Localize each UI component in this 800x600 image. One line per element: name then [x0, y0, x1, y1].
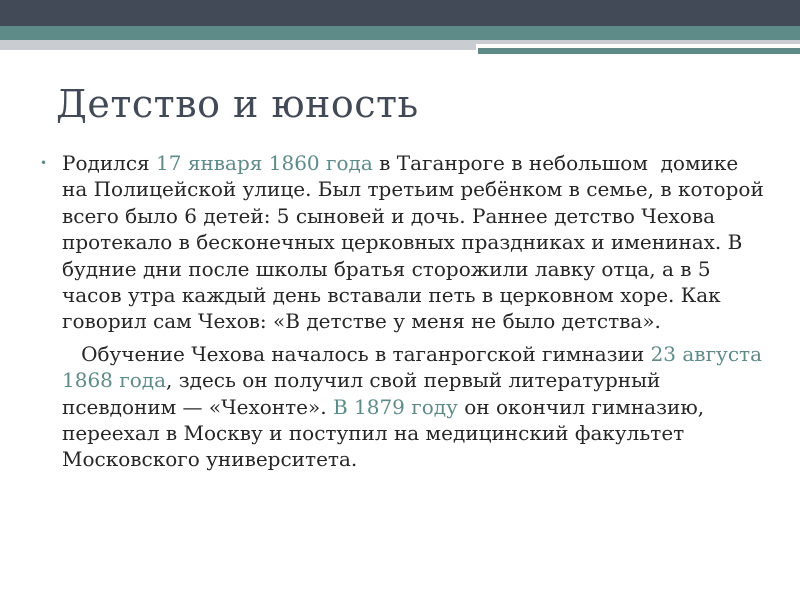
bullet-icon: • [40, 156, 48, 170]
paragraph-childhood [40, 150, 768, 335]
slide-title: Детство и юность [56, 82, 419, 126]
highlight-date-graduation: В 1879 году [332, 394, 458, 419]
paragraph-education [62, 341, 768, 473]
header-band-teal-right [478, 48, 800, 54]
slide-body [40, 150, 768, 473]
text-run: , здесь он получил свой первый литературный псевдоним — «Чехонте». [62, 368, 661, 419]
text-run: Обучение Чехова началось в таганрогской гимназии [62, 341, 651, 366]
header-band-gray [0, 40, 476, 50]
text-run: Родился [62, 151, 157, 175]
header-band-gray-right [476, 40, 800, 44]
text-run: он окончил гимназию, переехал в Москву и поступил на медицинский факультет Московского университета. [62, 394, 705, 472]
header-band-teal [0, 26, 800, 40]
highlight-date-birth: 17 января 1860 года [156, 151, 373, 175]
highlight-date-gymnasium: 23 августа 1868 года [62, 341, 763, 393]
header-band-dark [0, 0, 800, 26]
text-run: в Таганроге в небольшом домике на Полицейской улице. Был третьим ребёнком в семье, в которой всего было 6 детей: 5 сыновей и дочь. Раннее детство Чехова протекало в бесконечных церковных праздниках и именинах. В будние дни после школы братья сторожили лавку отца, а в 5 часов утра каждый день вставали петь в церковном хоре. Как говорил сам Чехов: «В детстве у меня не было детства». [62, 151, 764, 334]
